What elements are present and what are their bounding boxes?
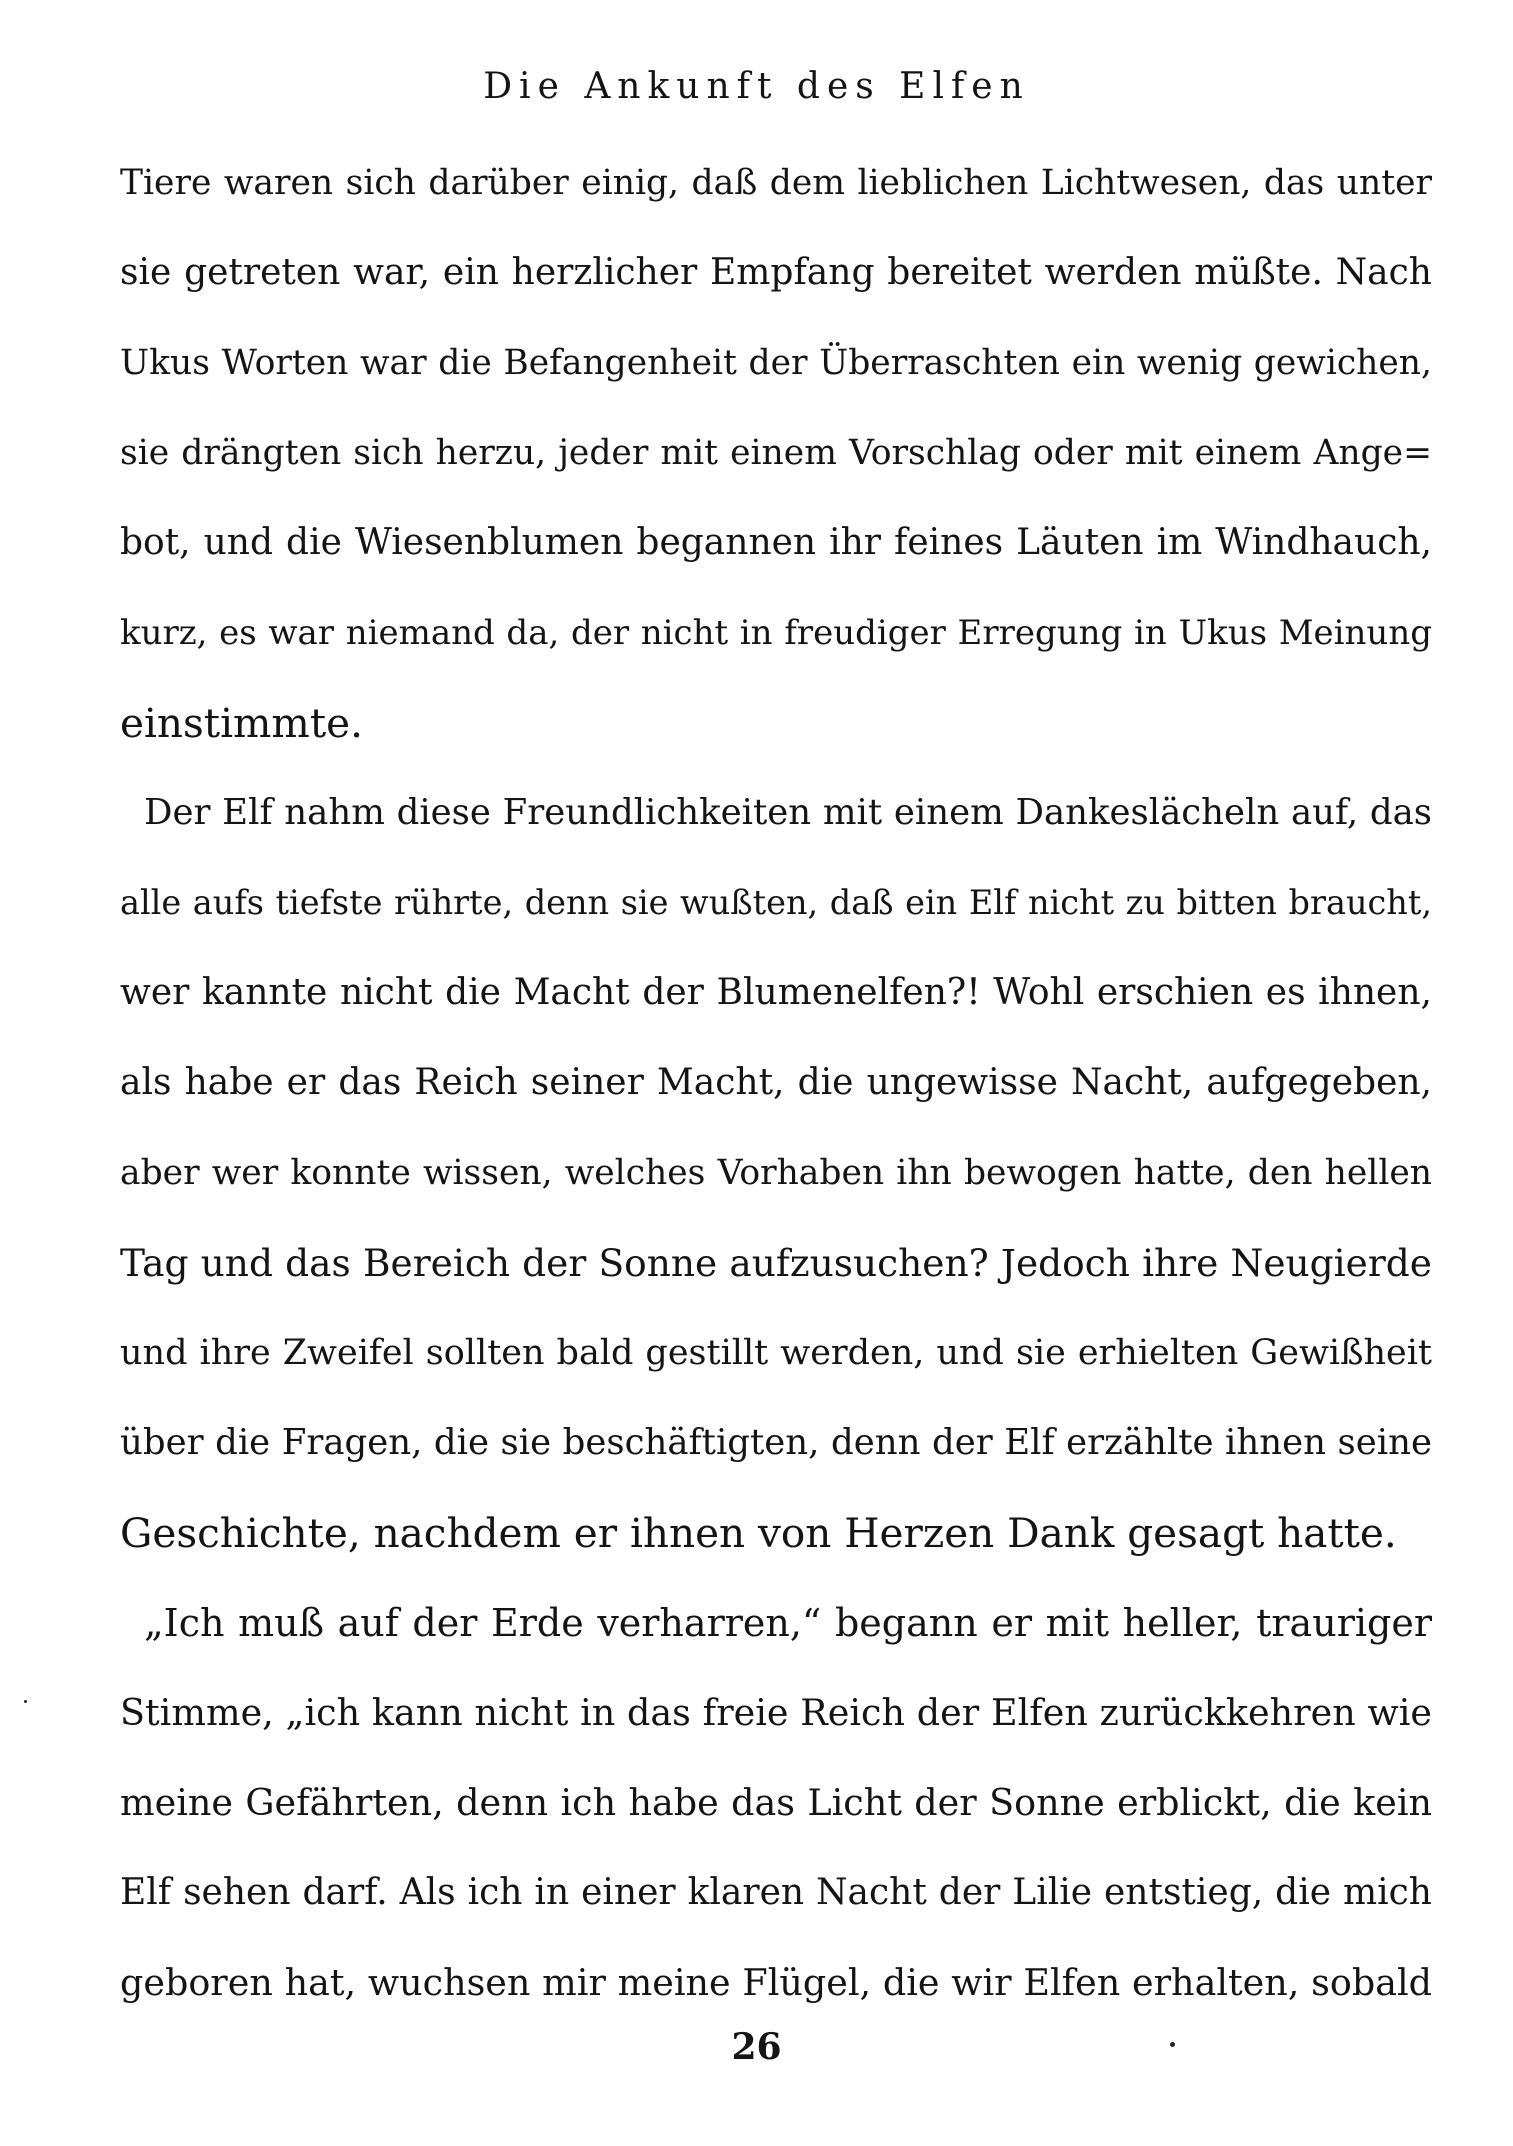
- text-line: meine Gefährten, denn ich habe das Licht der Sonne erblickt, die kein: [120, 1781, 1432, 1824]
- text-line: sie getreten war, ein herzlicher Empfang bereitet werden müßte. Nach: [120, 252, 1432, 293]
- text-line: Tag und das Bereich der Sonne aufzusuchen? Jedoch ihre Neugierde: [120, 1241, 1432, 1285]
- text-line: Stimme, „ich kann nicht in das freie Reich der Elfen zurückkehren wie: [120, 1691, 1432, 1734]
- text-line: als habe er das Reich seiner Macht, die ungewisse Nacht, aufgegeben,: [120, 1062, 1432, 1103]
- text-line: und ihre Zweifel sollten bald gestillt werden, und sie erhielten Gewißheit: [120, 1333, 1432, 1373]
- text-line: Geschichte, nachdem er ihnen von Herzen Dank gesagt hatte.: [120, 1509, 1397, 1557]
- text-line: wer kannte nicht die Macht der Blumenelfen?! Wohl erschien es ihnen,: [120, 972, 1432, 1013]
- scan-speck: [1170, 2042, 1175, 2047]
- text-line: sie drängten sich herzu, jeder mit einem Vorschlag oder mit einem Ange=: [120, 433, 1432, 473]
- text-line: aber wer konnte wissen, welches Vorhaben ihn bewogen hatte, den hellen: [120, 1153, 1432, 1193]
- text-line: Tiere waren sich darüber einig, daß dem lieblichen Lichtwesen, das unter: [120, 163, 1432, 203]
- paragraph-1: [120, 138, 1432, 768]
- text-line: einstimmte.: [120, 699, 363, 747]
- text-line: kurz, es war niemand da, der nicht in freudiger Erregung in Ukus Meinung: [120, 613, 1432, 653]
- text-line: Der Elf nahm diese Freundlichkeiten mit einem Dankeslächeln auf, das: [144, 792, 1432, 833]
- text-line: geboren hat, wuchsen mir meine Flügel, die wir Elfen erhalten, sobald: [120, 1961, 1432, 2004]
- running-head: Die Ankunft des Elfen: [483, 66, 1030, 107]
- text-line: alle aufs tiefste rührte, denn sie wußten, daß ein Elf nicht zu bitten braucht,: [120, 883, 1432, 922]
- text-line: „Ich muß auf der Erde verharren,“ begann er mit heller, trauriger: [144, 1601, 1432, 1645]
- text-line: Elf sehen darf. Als ich in einer klaren Nacht der Lilie entstieg, die mich: [120, 1872, 1432, 1913]
- text-line: bot, und die Wiesenblumen begannen ihr feines Läuten im Windhauch,: [120, 522, 1432, 563]
- scan-speck: [24, 1700, 27, 1703]
- page-number: 26: [731, 2026, 782, 2068]
- text-line: über die Fragen, die sie beschäftigten, denn der Elf erzählte ihnen seine: [120, 1422, 1432, 1463]
- paragraph-3: [120, 1578, 1432, 2028]
- text-line: Ukus Worten war die Befangenheit der Überraschten ein wenig gewichen,: [120, 343, 1432, 383]
- body-text: [120, 138, 1432, 2028]
- paragraph-2: [120, 768, 1432, 1578]
